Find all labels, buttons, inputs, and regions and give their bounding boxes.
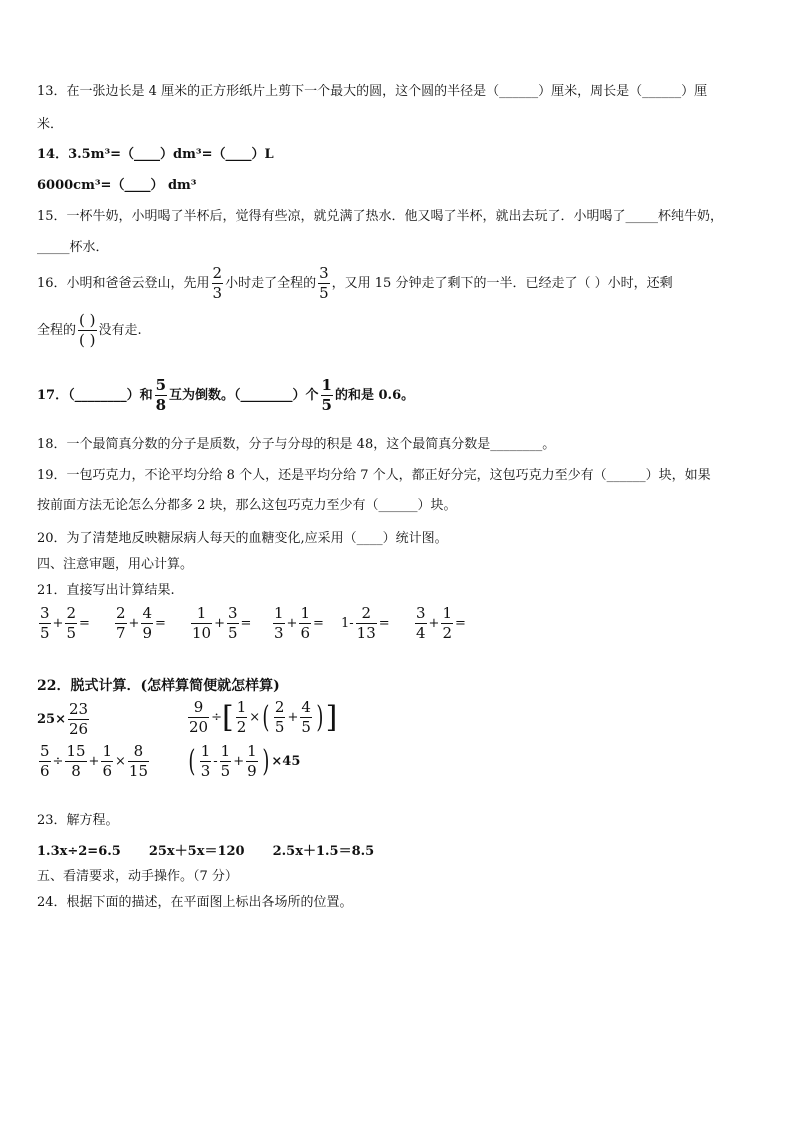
equals-sign: = xyxy=(313,616,324,631)
q21-expression xyxy=(189,606,271,641)
q23-eq-1: 1.3x÷2=6.5 xyxy=(37,844,121,859)
fraction: $\frac{1}{10}$ xyxy=(192,604,212,642)
q16-mid1: 小时走了全程的 xyxy=(225,275,317,291)
operator: + xyxy=(52,616,64,631)
fraction: $\frac{2}{7}$ xyxy=(116,604,126,642)
q16-line2-pre: 全程的 xyxy=(37,322,77,338)
q16-line1 xyxy=(37,266,673,301)
operator: + xyxy=(214,616,225,631)
fraction: $\frac{4}{9}$ xyxy=(142,604,152,642)
q16-fraction-1: $\frac{2}{3}$ xyxy=(212,264,223,302)
q22-e4-post: ×45 xyxy=(271,753,301,769)
left-paren: ( xyxy=(262,699,270,735)
equals-sign: = xyxy=(455,616,466,631)
q22-e4-f2: $\frac{1}{5}$ xyxy=(220,742,231,780)
q22-expr-2 xyxy=(186,700,337,735)
equals-sign: = xyxy=(79,616,90,631)
q21-expression xyxy=(271,606,341,641)
fraction: $\frac{2}{13}$ xyxy=(356,604,376,642)
q22-e3-div: ÷ xyxy=(52,753,64,769)
q22-expr-3 xyxy=(37,744,151,779)
q14-line1: 14．3.5m³=（____）dm³=（____）L xyxy=(37,147,274,162)
q16-line2-post: 没有走. xyxy=(98,322,142,338)
q22-e2-div: ÷ xyxy=(211,709,222,725)
q22-e2-plus: + xyxy=(287,709,299,725)
q23-eq-3: 2.5x＋1.5＝8.5 xyxy=(272,844,375,859)
q15-line2: _____杯水． xyxy=(37,240,109,255)
q21-expression xyxy=(113,606,189,641)
left-paren: ( xyxy=(188,743,196,779)
q22-e4-minus: - xyxy=(213,753,218,769)
fraction: $\frac{1}{6}$ xyxy=(300,604,310,642)
q13-line1: 13．在一张边长是 4 厘米的正方形纸片上剪下一个最大的圆，这个圆的半径是（______）厘米，周长是（______）厘 xyxy=(37,84,708,99)
section-4-heading: 四、注意审题，用心计算。 xyxy=(37,557,194,572)
q16-pre: 16．小明和爸爸云登山，先用 xyxy=(37,275,210,291)
q22-e4-plus: + xyxy=(233,753,245,769)
left-bracket: [ xyxy=(222,699,234,735)
q22-expr-1 xyxy=(37,702,91,737)
q22-e2-f1: $\frac{9}{20}$ xyxy=(189,698,209,736)
operator: + xyxy=(286,616,298,631)
q22-e3-f2: $\frac{15}{8}$ xyxy=(66,742,86,780)
right-bracket: ] xyxy=(325,699,338,735)
q16-line2 xyxy=(37,313,142,348)
q24-line: 24．根据下面的描述，在平面图上标出各场所的位置。 xyxy=(37,895,353,910)
q22-e4-f3: $\frac{1}{9}$ xyxy=(247,742,257,780)
equals-sign: = xyxy=(378,616,390,631)
q23-eq-2: 25x＋5x＝120 xyxy=(148,844,245,859)
q16-fraction-blank: $\frac{( )}{( )}$ xyxy=(79,311,96,349)
q16-fraction-2: $\frac{3}{5}$ xyxy=(319,264,329,302)
q22-expr-4 xyxy=(186,744,300,779)
q17-post: 的和是 0.6。 xyxy=(334,387,415,403)
q17-mid: 互为倒数。（________）个 xyxy=(169,387,319,403)
q22-e2-f3: $\frac{2}{5}$ xyxy=(274,698,285,736)
q22-e3-times: × xyxy=(115,753,126,769)
q21-title: 21．直接写出计算结果. xyxy=(37,583,175,598)
q21-expression xyxy=(413,606,473,641)
q22-e3-f1: $\frac{5}{6}$ xyxy=(40,742,50,780)
fraction: $\frac{2}{5}$ xyxy=(66,604,76,642)
right-paren: ) xyxy=(316,699,324,735)
q19-line1: 19．一包巧克力，不论平均分给 8 个人，还是平均分给 7 个人，都正好分完，这包巧克力至少有（______）块，如果 xyxy=(37,468,711,483)
fraction: $\frac{1}{3}$ xyxy=(274,604,284,642)
q23-equations xyxy=(37,843,374,861)
equals-sign: = xyxy=(240,616,252,631)
q21-expression xyxy=(341,606,413,641)
q18-line: 18．一个最简真分数的分子是质数，分子与分母的积是 48，这个最简真分数是________。 xyxy=(37,437,556,452)
fraction: $\frac{3}{5}$ xyxy=(228,604,238,642)
q16-mid2: ，又用 15 分钟走了剩下的一半．已经走了（ ）小时，还剩 xyxy=(331,275,673,291)
q22-e3-f4: $\frac{8}{15}$ xyxy=(128,742,148,780)
q15-line1: 15．一杯牛奶，小明喝了半杯后，觉得有些凉，就兑满了热水．他又喝了半杯，就出去玩了．小明喝了_____杯纯牛奶， xyxy=(37,209,724,224)
q22-e3-f3: $\frac{1}{6}$ xyxy=(102,742,112,780)
expr-prefix: 1- xyxy=(341,616,354,631)
q17-pre: 17．（________）和 xyxy=(37,387,153,403)
operator: + xyxy=(428,616,440,631)
equals-sign: = xyxy=(155,616,166,631)
q21-calc-row xyxy=(37,606,473,641)
fraction: $\frac{3}{4}$ xyxy=(416,604,426,642)
q23-title: 23．解方程。 xyxy=(37,813,119,828)
q13-line2: 米． xyxy=(37,117,64,132)
fraction: $\frac{3}{5}$ xyxy=(40,604,50,642)
q17-line xyxy=(37,378,414,413)
q22-e2-times: × xyxy=(249,709,261,725)
right-paren: ) xyxy=(262,743,270,779)
q17-fraction-1: $\frac{5}{8}$ xyxy=(155,376,167,414)
operator: + xyxy=(128,616,140,631)
q20-line: 20．为了清楚地反映糖尿病人每天的血糖变化,应采用（____）统计图。 xyxy=(37,531,448,546)
q19-line2: 按前面方法无论怎么分都多 2 块，那么这包巧克力至少有（______）块。 xyxy=(37,498,457,513)
fraction: $\frac{1}{2}$ xyxy=(442,604,452,642)
q22-e2-f2: $\frac{1}{2}$ xyxy=(236,698,247,736)
q17-fraction-2: $\frac{1}{5}$ xyxy=(321,376,332,414)
q22-e3-plus: + xyxy=(88,753,100,769)
q22-e4-f1: $\frac{1}{3}$ xyxy=(200,742,211,780)
q21-expression xyxy=(37,606,113,641)
section-5-heading: 五、看清要求，动手操作。（7 分） xyxy=(37,869,238,884)
q22-e1-fraction: $\frac{23}{26}$ xyxy=(68,700,89,738)
q22-e1-pre: 25× xyxy=(37,711,66,727)
q22-title: 22．脱式计算．(怎样算简便就怎样算) xyxy=(37,678,280,694)
q14-line2: 6000cm³=（____） dm³ xyxy=(37,178,197,193)
q22-e2-f4: $\frac{4}{5}$ xyxy=(301,698,311,736)
